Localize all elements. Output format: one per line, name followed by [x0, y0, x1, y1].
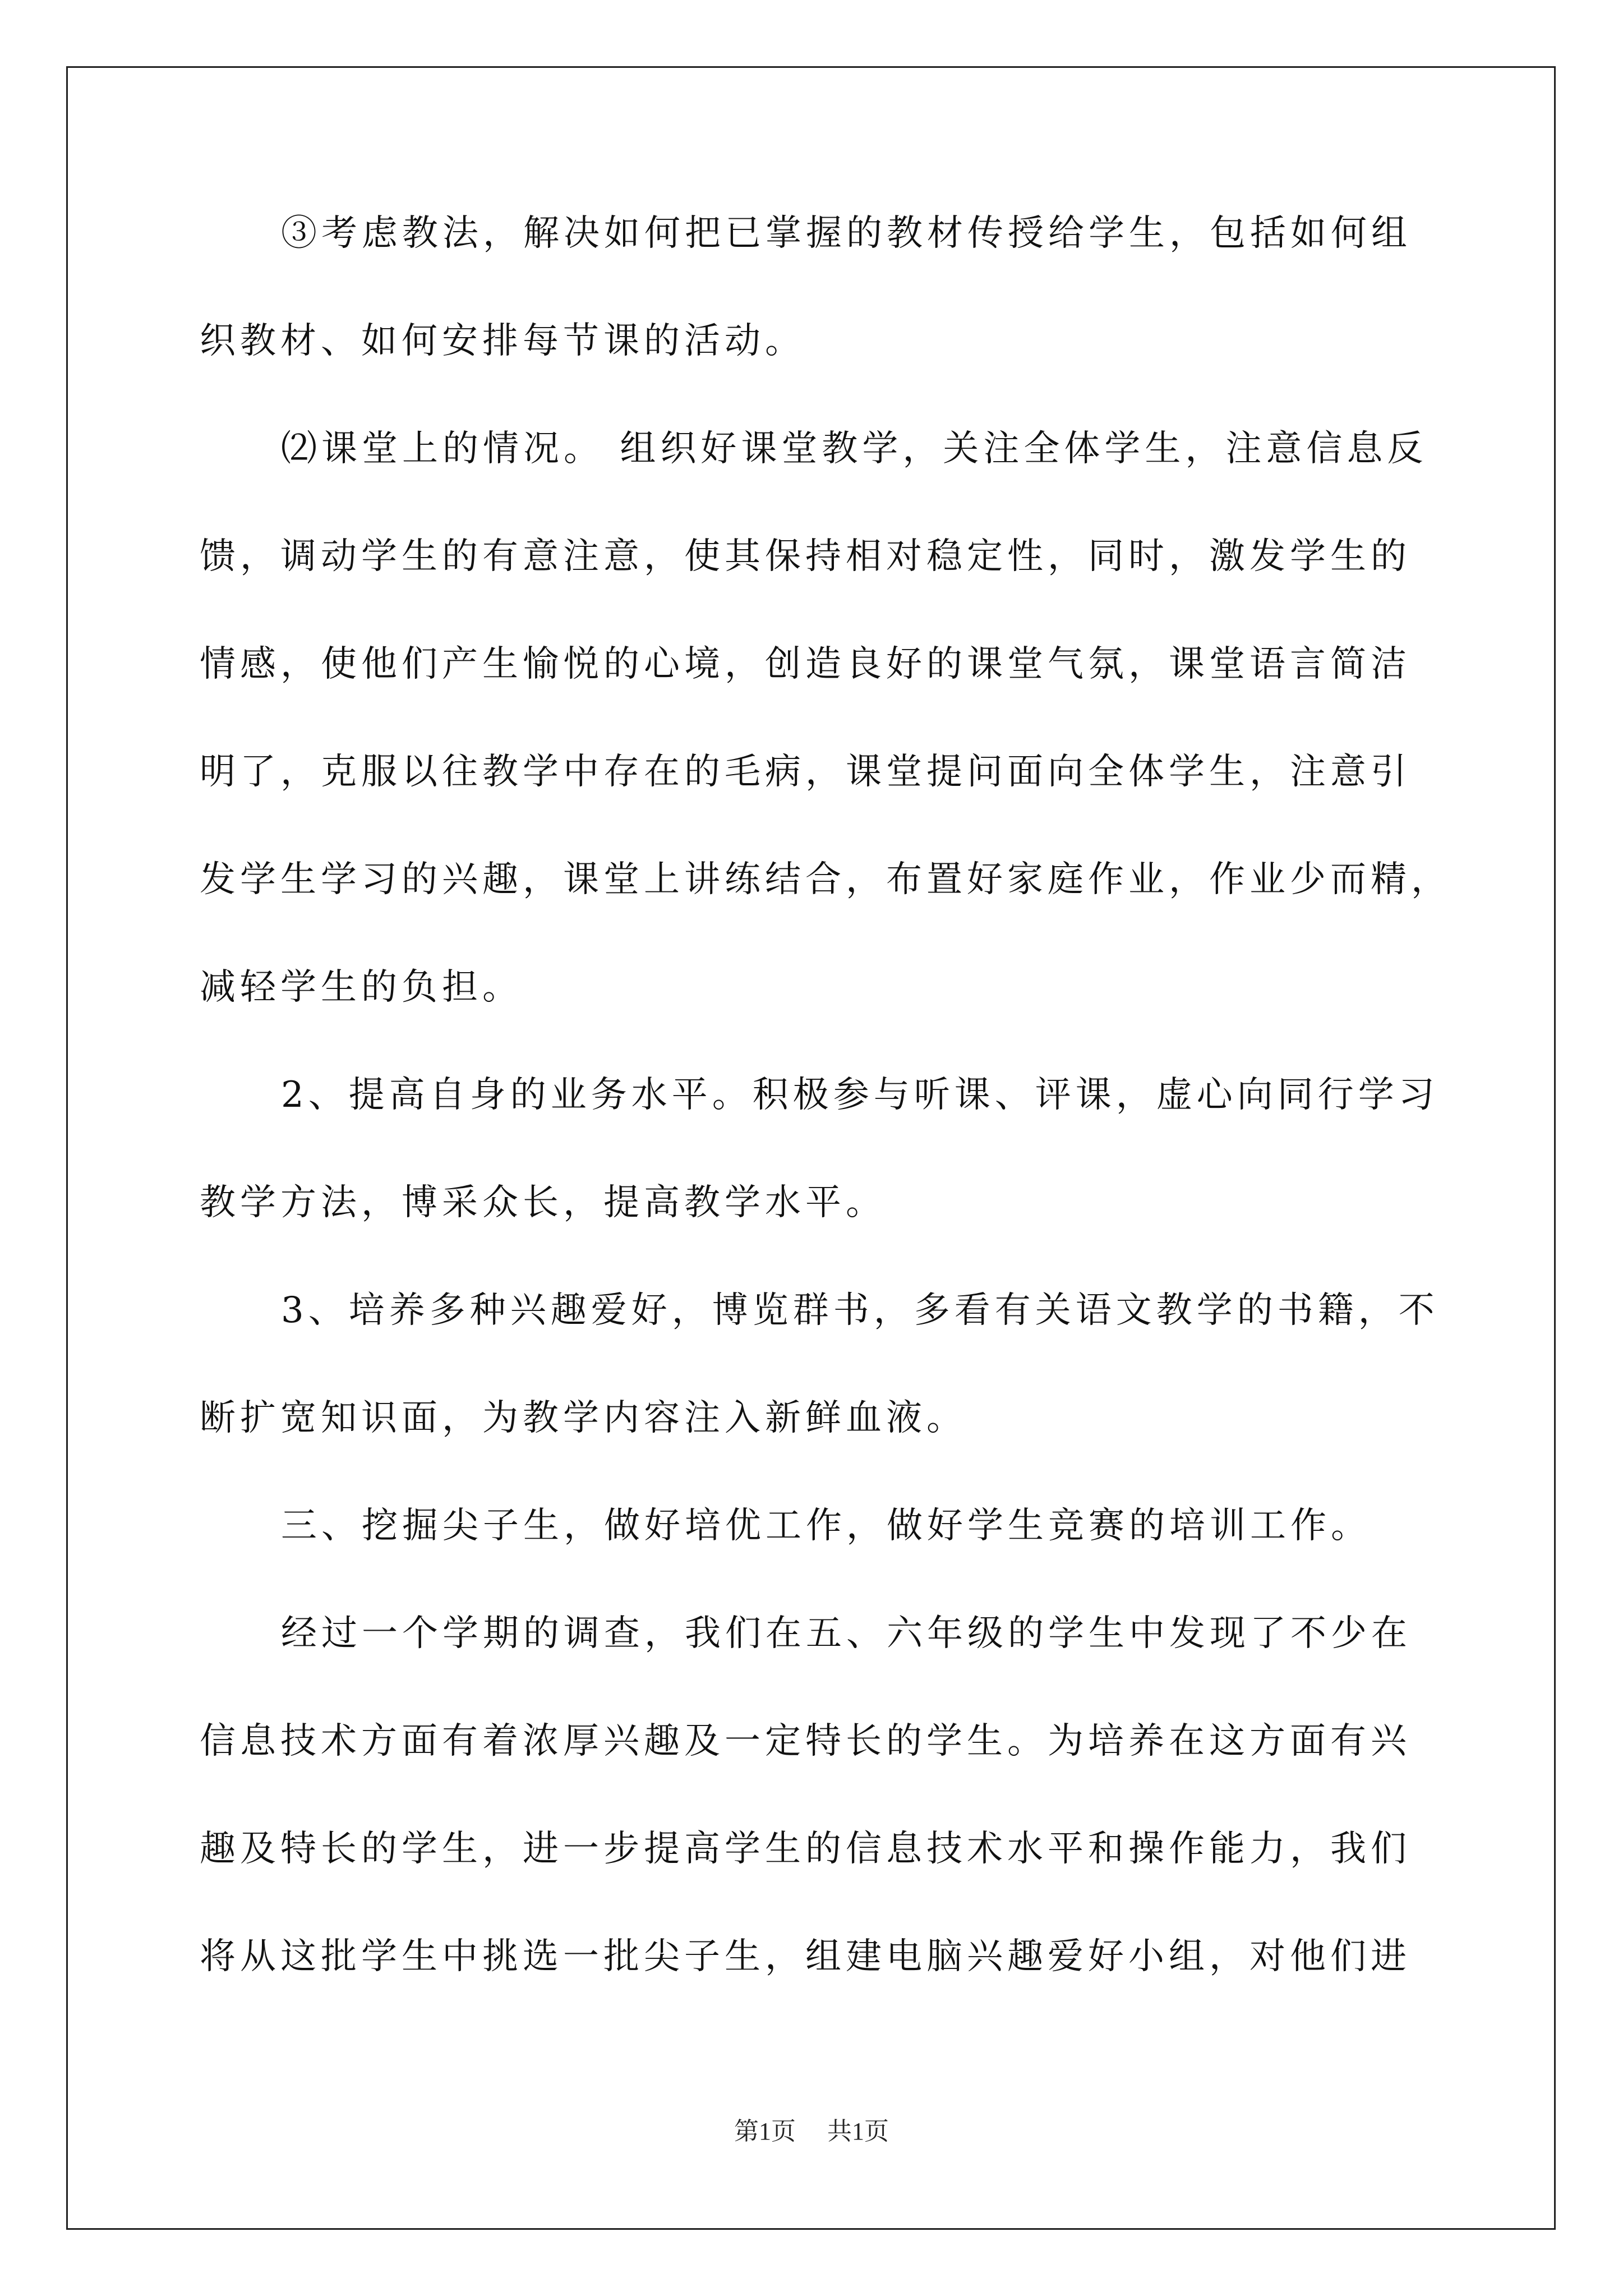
page-footer	[0, 2115, 1623, 2148]
text-line: 减轻学生的负担。	[200, 967, 523, 1008]
text-line: 馈，调动学生的有意注意，使其保持相对稳定性，同时，激发学生的	[200, 536, 1411, 577]
document-body	[200, 208, 1456, 1982]
text-line: 明了，克服以往教学中存在的毛病，课堂提问面向全体学生，注意引	[200, 751, 1411, 793]
section-heading: 三、挖掘尖子生，做好培优工作，做好学生竞赛的培训工作。	[281, 1505, 1371, 1547]
text-line: 教学方法，博采众长，提高教学水平。	[200, 1182, 886, 1223]
text-line: 织教材、如何安排每节课的活动。	[200, 320, 805, 362]
text-line: ⑵课堂上的情况。 组织好课堂教学，关注全体学生，注意信息反	[281, 428, 1428, 470]
text-line: 信息技术方面有着浓厚兴趣及一定特长的学生。为培养在这方面有兴	[200, 1720, 1411, 1762]
text-line: 情感，使他们产生愉悦的心境，创造良好的课堂气氛，课堂语言简洁	[200, 643, 1411, 685]
text-line: 断扩宽知识面，为教学内容注入新鲜血液。	[200, 1397, 967, 1439]
text-line: 将从这批学生中挑选一批尖子生，组建电脑兴趣爱好小组，对他们进	[200, 1936, 1411, 1977]
page-number: 第1页	[734, 2118, 796, 2145]
text-line: 经过一个学期的调查，我们在五、六年级的学生中发现了不少在	[281, 1613, 1412, 1654]
text-line: ③考虑教法，解决如何把已掌握的教材传授给学生，包括如何组	[281, 213, 1412, 254]
page-total: 共1页	[827, 2118, 889, 2145]
text-line: 趣及特长的学生，进一步提高学生的信息技术水平和操作能力，我们	[200, 1828, 1411, 1870]
text-line: 发学生学习的兴趣，课堂上讲练结合，布置好家庭作业，作业少而精，	[200, 859, 1451, 900]
text-line: 2、提高自身的业务水平。积极参与听课、评课，虚心向同行学习	[281, 1074, 1439, 1116]
text-line: 3、培养多种兴趣爱好，博览群书，多看有关语文教学的书籍，不	[281, 1290, 1439, 1331]
